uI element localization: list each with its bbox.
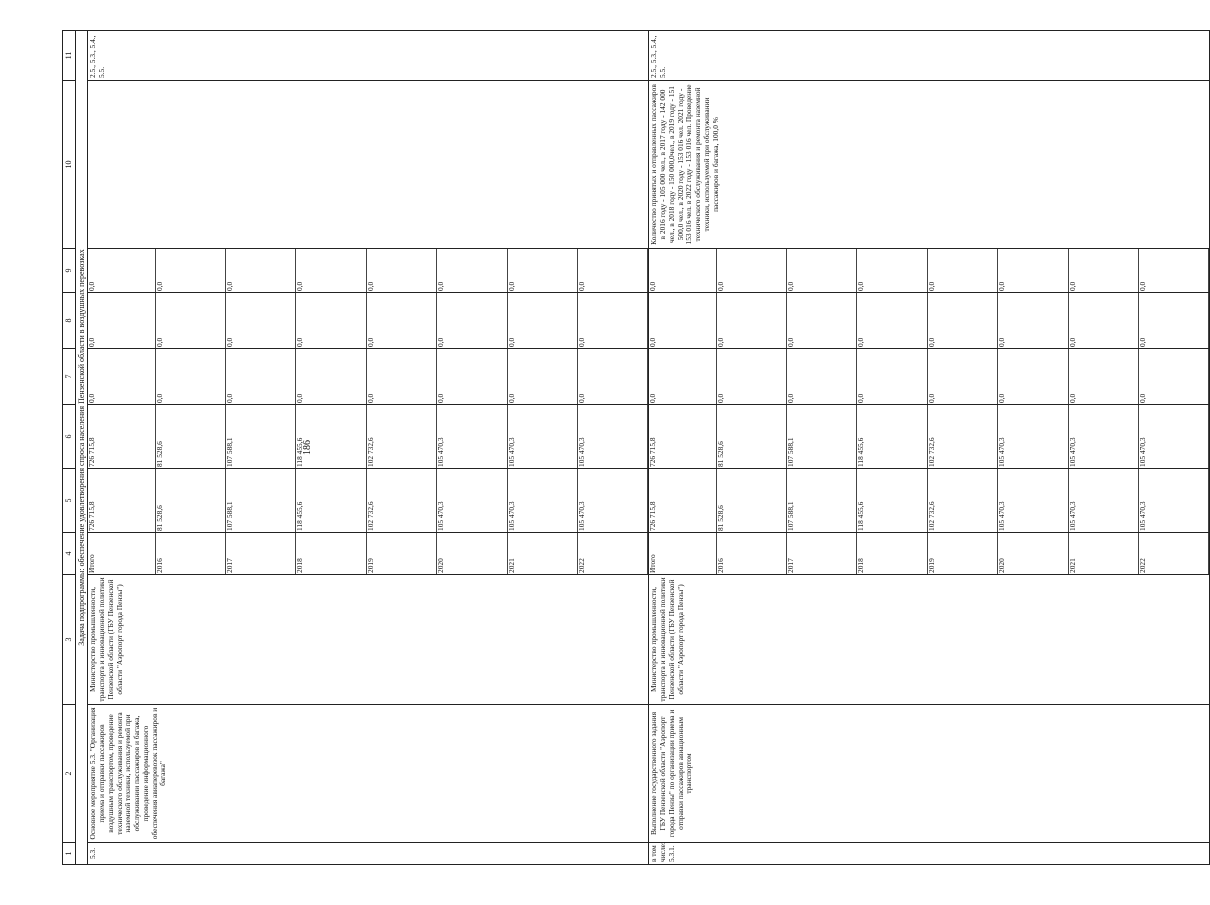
executor: Министерство промышленности, транспорта и инновационной политики Пензенской области (ГБУ Пензенской области "Аэропорт города Пензы") <box>649 575 1210 705</box>
federal-funding-cell <box>88 349 649 405</box>
value: 118 455,6 <box>857 469 927 532</box>
column-number: 7 <box>63 349 76 405</box>
value: 0,0 <box>649 349 716 404</box>
value: 0,0 <box>857 349 927 404</box>
value: 0,0 <box>226 349 296 404</box>
value: 0,0 <box>787 249 857 292</box>
value: 105 470,3 <box>1138 469 1208 532</box>
value: 726 715,8 <box>649 469 716 532</box>
column-number: 6 <box>63 405 76 469</box>
year: 2018 <box>296 533 366 574</box>
municipal-funding-cell <box>88 293 649 349</box>
value: 105 470,3 <box>1138 405 1208 468</box>
other-funding-cell <box>88 249 649 293</box>
program-table <box>62 30 1210 865</box>
value: 0,0 <box>927 293 997 348</box>
value: 105 470,3 <box>998 469 1068 532</box>
links: 2.5., 5.3., 5.4., 5.5. <box>649 31 1210 81</box>
indicator <box>88 81 649 249</box>
value: 0,0 <box>437 349 507 404</box>
value: 0,0 <box>1068 249 1138 292</box>
value: 105 470,3 <box>577 469 647 532</box>
value: 118 455,6 <box>296 469 366 532</box>
value: 0,0 <box>1068 293 1138 348</box>
task-row <box>76 31 88 865</box>
value: 81 528,6 <box>155 469 225 532</box>
value: 0,0 <box>716 349 786 404</box>
column-number: 8 <box>63 293 76 349</box>
other-funding-cell <box>649 249 1210 293</box>
value: 105 470,3 <box>507 469 577 532</box>
value-list <box>88 469 648 532</box>
value: 0,0 <box>857 249 927 292</box>
column-number: 11 <box>63 31 76 81</box>
value: 0,0 <box>787 349 857 404</box>
column-number: 10 <box>63 81 76 249</box>
rotated-table-container <box>62 35 1147 865</box>
column-number: 2 <box>63 705 76 843</box>
years-cell <box>88 533 649 575</box>
value: 81 528,6 <box>716 469 786 532</box>
row-number-cell <box>649 843 1210 865</box>
value-list <box>649 293 1209 348</box>
value: 105 470,3 <box>998 405 1068 468</box>
value: 102 732,6 <box>366 469 436 532</box>
year: 2018 <box>857 533 927 574</box>
value: 0,0 <box>1138 293 1208 348</box>
value-list <box>649 349 1209 404</box>
value: 0,0 <box>155 293 225 348</box>
value: 0,0 <box>716 293 786 348</box>
value: 0,0 <box>1068 349 1138 404</box>
row-number: 5.3.1. <box>666 845 676 862</box>
value: 0,0 <box>787 293 857 348</box>
municipal-funding-cell <box>649 293 1210 349</box>
value: 0,0 <box>507 349 577 404</box>
column-number: 3 <box>63 575 76 705</box>
year: 2022 <box>577 533 647 574</box>
year: 2016 <box>716 533 786 574</box>
value: 0,0 <box>998 249 1068 292</box>
value: 726 715,8 <box>649 405 716 468</box>
year: 2017 <box>787 533 857 574</box>
activity-name: Основное мероприятие 5.3. "Организация приема и отправки пассажиров воздушным транспортом, проведение технического обслуживания и ремонта наземной техники, используемой при обслуживании пассажиров и багажа, проведение информационного обеспечения авиаперевозок пассажиров и багажа" <box>88 705 649 843</box>
value: 0,0 <box>155 349 225 404</box>
value: 0,0 <box>155 249 225 292</box>
column-number-row <box>63 31 76 865</box>
year: 2020 <box>998 533 1068 574</box>
value: 107 588,1 <box>226 469 296 532</box>
value: 0,0 <box>296 349 366 404</box>
value: 0,0 <box>366 349 436 404</box>
indicator: Количество принятых и отправленных пассажиров в 2016 году - 105 000 чел., в 2017 году - 142 000 чел., в 2018 году - 150 000,0чел., в 2019 году - 151 500,0 чел., в 2020 году - 153 016 чел. 2021 году - 153 016 чел. в 2022 году - 153 016 чел. Проведение технического обслуживания и ремонта наземной техники, используемой при обслуживании пассажиров и багажа, 100,0 % <box>649 81 1210 249</box>
value: 0,0 <box>716 249 786 292</box>
value: 118 455,6 <box>296 405 366 468</box>
column-number: 1 <box>63 843 76 865</box>
regional-funding-cell <box>88 405 649 469</box>
year: 2021 <box>1068 533 1138 574</box>
years-list <box>88 533 648 574</box>
value: 105 470,3 <box>437 469 507 532</box>
year: 2022 <box>1138 533 1208 574</box>
column-number: 5 <box>63 469 76 533</box>
year: 2016 <box>155 533 225 574</box>
value: 102 732,6 <box>927 469 997 532</box>
value: 0,0 <box>998 293 1068 348</box>
value: 105 470,3 <box>437 405 507 468</box>
value: 726 715,8 <box>88 405 155 468</box>
federal-funding-cell <box>649 349 1210 405</box>
value: 105 470,3 <box>507 405 577 468</box>
value: 726 715,8 <box>88 469 155 532</box>
column-number: 4 <box>63 533 76 575</box>
years-list <box>649 533 1209 574</box>
value: 0,0 <box>927 349 997 404</box>
value-list <box>649 249 1209 292</box>
value-list <box>88 249 648 292</box>
activity-name: Выполнение государственного задания ГБУ Пензенской области "Аэропорт города Пензы" по организации приема и отправки пассажиров авиационным транспортом <box>649 705 1210 843</box>
value: 0,0 <box>366 249 436 292</box>
value: 102 732,6 <box>366 405 436 468</box>
total-funding-cell <box>88 469 649 533</box>
regional-funding-cell <box>649 405 1210 469</box>
year: 2021 <box>507 533 577 574</box>
value: 0,0 <box>437 249 507 292</box>
value: 0,0 <box>927 249 997 292</box>
value: 0,0 <box>507 293 577 348</box>
value: 105 470,3 <box>577 405 647 468</box>
value-list <box>649 469 1209 532</box>
value: 0,0 <box>296 293 366 348</box>
value: 118 455,6 <box>857 405 927 468</box>
value: 0,0 <box>577 249 647 292</box>
value: 0,0 <box>296 249 366 292</box>
value: 0,0 <box>1138 249 1208 292</box>
column-number: 9 <box>63 249 76 293</box>
executor: Министерство промышленности, транспорта и инновационной политики Пензенской области (ГБУ Пензенской области "Аэропорт города Пензы") <box>88 575 649 705</box>
value: 107 588,1 <box>226 405 296 468</box>
year: Итого <box>88 533 155 574</box>
year: 2020 <box>437 533 507 574</box>
value: 107 588,1 <box>787 469 857 532</box>
value: 102 732,6 <box>927 405 997 468</box>
task-title: Задача подпрограммы: обеспечение удовлетворения спроса населения Пензенской области в воздушных перевозках <box>76 31 88 865</box>
value: 0,0 <box>366 293 436 348</box>
value-list <box>88 293 648 348</box>
total-funding-cell <box>649 469 1210 533</box>
value: 0,0 <box>88 249 155 292</box>
value: 0,0 <box>88 293 155 348</box>
links: 2.5., 5.3., 5.4., 5.5. <box>88 31 649 81</box>
value: 0,0 <box>226 293 296 348</box>
value: 81 528,6 <box>155 405 225 468</box>
value: 0,0 <box>577 349 647 404</box>
value: 105 470,3 <box>1068 405 1138 468</box>
value: 0,0 <box>577 293 647 348</box>
value: 0,0 <box>857 293 927 348</box>
value: 0,0 <box>649 249 716 292</box>
value: 0,0 <box>1138 349 1208 404</box>
year: Итого <box>649 533 716 574</box>
value: 0,0 <box>437 293 507 348</box>
year: 2019 <box>927 533 997 574</box>
page-number: 186 <box>302 440 313 455</box>
value: 81 528,6 <box>716 405 786 468</box>
value: 107 588,1 <box>787 405 857 468</box>
value: 0,0 <box>507 249 577 292</box>
value: 0,0 <box>649 293 716 348</box>
value-list <box>88 405 648 468</box>
value: 0,0 <box>226 249 296 292</box>
row-number: 5.3. <box>88 843 649 865</box>
table-row <box>88 31 649 865</box>
value-list <box>649 405 1209 468</box>
value: 0,0 <box>88 349 155 404</box>
value: 0,0 <box>998 349 1068 404</box>
year: 2019 <box>366 533 436 574</box>
years-cell <box>649 533 1210 575</box>
table-row <box>649 31 1210 865</box>
year: 2017 <box>226 533 296 574</box>
value: 105 470,3 <box>1068 469 1138 532</box>
value-list <box>88 349 648 404</box>
prefix: в том числе: <box>649 842 668 862</box>
